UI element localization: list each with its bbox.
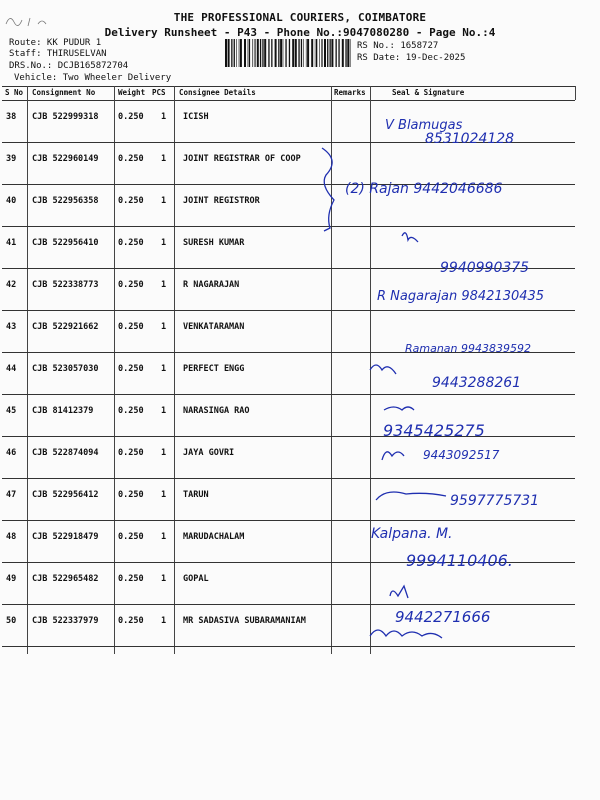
row-pcs: 1 bbox=[161, 112, 167, 122]
barcode-bar bbox=[280, 39, 282, 67]
barcode-bar bbox=[225, 39, 227, 67]
table-row bbox=[2, 184, 575, 226]
row-consignee: JOINT REGISTRAR OF COOP bbox=[183, 154, 301, 164]
row-pcs: 1 bbox=[161, 406, 167, 416]
barcode-bar bbox=[264, 39, 266, 67]
row-consignment-no: CJB 522960149 bbox=[32, 154, 99, 164]
barcode-bar bbox=[231, 39, 232, 67]
row-consignee: MR SADASIVA SUBARAMANIAM bbox=[183, 616, 306, 626]
row-divider bbox=[2, 604, 575, 605]
row-sno: 40 bbox=[6, 196, 17, 206]
row-pcs: 1 bbox=[161, 532, 167, 542]
row-divider bbox=[2, 562, 575, 563]
handwriting-row-49-50: 9442271666 bbox=[395, 608, 491, 626]
row-divider bbox=[2, 310, 575, 311]
handwriting-row-38b: 8531024128 bbox=[425, 131, 515, 147]
row-pcs: 1 bbox=[161, 196, 167, 206]
barcode-bar bbox=[345, 39, 346, 67]
row-weight: 0.250 bbox=[118, 154, 144, 164]
drs-number: DRS.No.: DCJB165872704 bbox=[9, 61, 129, 71]
handwriting-row-41: 9940990375 bbox=[440, 260, 530, 276]
barcode-bar bbox=[350, 39, 351, 67]
barcode-bar bbox=[283, 39, 284, 67]
row-consignee: SURESH KUMAR bbox=[183, 238, 245, 248]
barcode-bar bbox=[306, 39, 307, 67]
barcode-bar bbox=[342, 39, 344, 67]
barcode-bar bbox=[331, 39, 333, 67]
row-sno: 49 bbox=[6, 574, 17, 584]
handwriting-row-48a: Kalpana. M. bbox=[371, 526, 453, 542]
barcode-bar bbox=[228, 39, 230, 67]
row-consignment-no: CJB 522921662 bbox=[32, 322, 99, 332]
row-consignee: PERFECT ENGG bbox=[183, 364, 245, 374]
barcode-bar bbox=[338, 39, 339, 67]
row-divider bbox=[2, 268, 575, 269]
barcode-bar bbox=[249, 39, 250, 67]
row-consignment-no: CJB 522337979 bbox=[32, 616, 99, 626]
row-consignee: ICISH bbox=[183, 112, 209, 122]
row-consignment-no: CJB 522874094 bbox=[32, 448, 99, 458]
header-sno: S No bbox=[5, 88, 24, 97]
row-sno: 45 bbox=[6, 406, 17, 416]
header-remarks: Remarks bbox=[334, 88, 366, 97]
row-sno: 42 bbox=[6, 280, 17, 290]
barcode-bar bbox=[285, 39, 286, 67]
handwriting-row-45: 9345425275 bbox=[383, 421, 485, 440]
row-weight: 0.250 bbox=[118, 364, 144, 374]
row-weight: 0.250 bbox=[118, 490, 144, 500]
barcode-bar bbox=[292, 39, 294, 67]
row-consignment-no: CJB 522956412 bbox=[32, 490, 99, 500]
row-divider bbox=[2, 226, 575, 227]
table-row bbox=[2, 268, 575, 310]
row-weight: 0.250 bbox=[118, 448, 144, 458]
header-consignee: Consignee Details bbox=[179, 88, 256, 97]
row-sno: 50 bbox=[6, 616, 17, 626]
row-consignment-no: CJB 522965482 bbox=[32, 574, 99, 584]
row-consignee: TARUN bbox=[183, 490, 209, 500]
row-weight: 0.250 bbox=[118, 280, 144, 290]
barcode-bar bbox=[252, 39, 253, 67]
row-consignment-no: CJB 522918479 bbox=[32, 532, 99, 542]
barcode-bar bbox=[321, 39, 322, 67]
row-weight: 0.250 bbox=[118, 238, 144, 248]
row-weight: 0.250 bbox=[118, 112, 144, 122]
row-pcs: 1 bbox=[161, 616, 167, 626]
barcode-bar bbox=[271, 39, 272, 67]
table-row bbox=[2, 436, 575, 478]
barcode-bar bbox=[248, 39, 249, 67]
barcode-bar bbox=[307, 39, 309, 67]
row-consignment-no: CJB 522956410 bbox=[32, 238, 99, 248]
row-weight: 0.250 bbox=[118, 196, 144, 206]
row-sno: 41 bbox=[6, 238, 17, 248]
row-consignee: R NAGARAJAN bbox=[183, 280, 240, 290]
row-pcs: 1 bbox=[161, 490, 167, 500]
table-row bbox=[2, 520, 575, 562]
barcode-bar bbox=[295, 39, 297, 67]
row-consignee: GOPAL bbox=[183, 574, 209, 584]
row-pcs: 1 bbox=[161, 280, 167, 290]
barcode-bar bbox=[303, 39, 304, 67]
row-divider bbox=[2, 352, 575, 353]
company-title: THE PROFESSIONAL COURIERS, COIMBATORE bbox=[173, 11, 427, 24]
barcode-bar bbox=[319, 39, 320, 67]
row-consignee: MARUDACHALAM bbox=[183, 532, 245, 542]
handwriting-row-46: 9443092517 bbox=[423, 448, 500, 462]
barcode-bar bbox=[315, 39, 316, 67]
table-row bbox=[2, 226, 575, 268]
barcode-bar bbox=[275, 39, 277, 67]
barcode-bar bbox=[289, 39, 290, 67]
row-sno: 39 bbox=[6, 154, 17, 164]
barcode-bar bbox=[257, 39, 259, 67]
row-divider bbox=[2, 436, 575, 437]
row-pcs: 1 bbox=[161, 238, 167, 248]
barcode-bar bbox=[324, 39, 326, 67]
row-consignment-no: CJB 523057030 bbox=[32, 364, 99, 374]
barcode-bar bbox=[301, 39, 302, 67]
barcode-bar bbox=[278, 39, 279, 67]
row-sno: 48 bbox=[6, 532, 17, 542]
row-consignee: JOINT REGISTROR bbox=[183, 196, 260, 206]
handwriting-row-43: Ramanan 9943839592 bbox=[405, 342, 532, 355]
barcode-bar bbox=[330, 39, 331, 67]
row-sno: 46 bbox=[6, 448, 17, 458]
handwriting-row-48b: 9994110406. bbox=[406, 551, 513, 570]
row-weight: 0.250 bbox=[118, 406, 144, 416]
barcode-bar bbox=[347, 39, 349, 67]
table-row bbox=[2, 310, 575, 352]
row-pcs: 1 bbox=[161, 364, 167, 374]
row-consignee: JAYA GOVRI bbox=[183, 448, 235, 458]
barcode-bar bbox=[234, 39, 235, 67]
row-consignment-no: CJB 522956358 bbox=[32, 196, 99, 206]
row-consignment-no: CJB 522338773 bbox=[32, 280, 99, 290]
row-weight: 0.250 bbox=[118, 574, 144, 584]
handwriting-row-39-40: (2) Rajan 9442046686 bbox=[345, 181, 503, 197]
barcode-bar bbox=[336, 39, 337, 67]
row-sno: 47 bbox=[6, 490, 17, 500]
table-row bbox=[2, 604, 575, 646]
barcode-bar bbox=[239, 39, 240, 67]
row-sno: 43 bbox=[6, 322, 17, 332]
barcode-bar bbox=[260, 39, 261, 67]
barcode-bar bbox=[244, 39, 246, 67]
row-pcs: 1 bbox=[161, 448, 167, 458]
handwriting-row-42: R Nagarajan 9842130435 bbox=[377, 289, 545, 304]
row-pcs: 1 bbox=[161, 322, 167, 332]
row-divider bbox=[2, 184, 575, 185]
header-pcs: PCS bbox=[152, 88, 166, 97]
barcode-bar bbox=[240, 39, 242, 67]
barcode-bar bbox=[327, 39, 328, 67]
barcode bbox=[225, 39, 353, 67]
row-divider bbox=[2, 142, 575, 143]
table-row bbox=[2, 100, 575, 142]
row-consignment-no: CJB 81412379 bbox=[32, 406, 94, 416]
row-divider bbox=[2, 478, 575, 479]
handwriting-row-44: 9443288261 bbox=[432, 375, 522, 391]
table-row bbox=[2, 478, 575, 520]
table-row bbox=[2, 352, 575, 394]
row-consignee: VENKATARAMAN bbox=[183, 322, 245, 332]
header-weight: Weight bbox=[118, 88, 146, 97]
table-row bbox=[2, 394, 575, 436]
row-sno: 44 bbox=[6, 364, 17, 374]
staff-label: Staff: THIRUSELVAN bbox=[9, 49, 107, 59]
rs-number: RS No.: 1658727 bbox=[357, 41, 439, 51]
barcode-bar bbox=[236, 39, 237, 67]
row-weight: 0.250 bbox=[118, 322, 144, 332]
handwriting-row-38a: V Blamugas bbox=[385, 118, 463, 133]
row-divider bbox=[2, 394, 575, 395]
vehicle-label: Vehicle: Two Wheeler Delivery bbox=[14, 73, 172, 83]
handwriting-row-47: 9597775731 bbox=[450, 493, 540, 509]
barcode-bar bbox=[262, 39, 263, 67]
rs-date: RS Date: 19-Dec-2025 bbox=[357, 53, 466, 63]
barcode-bar bbox=[322, 39, 323, 67]
runsheet-title: Delivery Runsheet - P43 - Phone No.:9047080280 - Page No.:4 bbox=[104, 26, 496, 39]
row-pcs: 1 bbox=[161, 154, 167, 164]
barcode-bar bbox=[255, 39, 256, 67]
row-divider bbox=[2, 646, 575, 647]
header-consignment: Consignment No bbox=[32, 88, 96, 97]
row-sno: 38 bbox=[6, 112, 17, 122]
row-divider bbox=[2, 520, 575, 521]
barcode-bar bbox=[311, 39, 313, 67]
barcode-bar bbox=[316, 39, 317, 67]
header-seal-signature: Seal & Signature bbox=[392, 88, 465, 97]
barcode-bar bbox=[268, 39, 269, 67]
route-label: Route: KK PUDUR 1 bbox=[9, 38, 102, 48]
row-consignee: NARASINGA RAO bbox=[183, 406, 250, 416]
row-pcs: 1 bbox=[161, 574, 167, 584]
row-weight: 0.250 bbox=[118, 532, 144, 542]
barcode-bar bbox=[254, 39, 255, 67]
barcode-bar bbox=[298, 39, 299, 67]
runsheet-table bbox=[2, 86, 575, 654]
table-row bbox=[2, 142, 575, 184]
table-row bbox=[2, 562, 575, 604]
row-consignment-no: CJB 522999318 bbox=[32, 112, 99, 122]
row-weight: 0.250 bbox=[118, 616, 144, 626]
